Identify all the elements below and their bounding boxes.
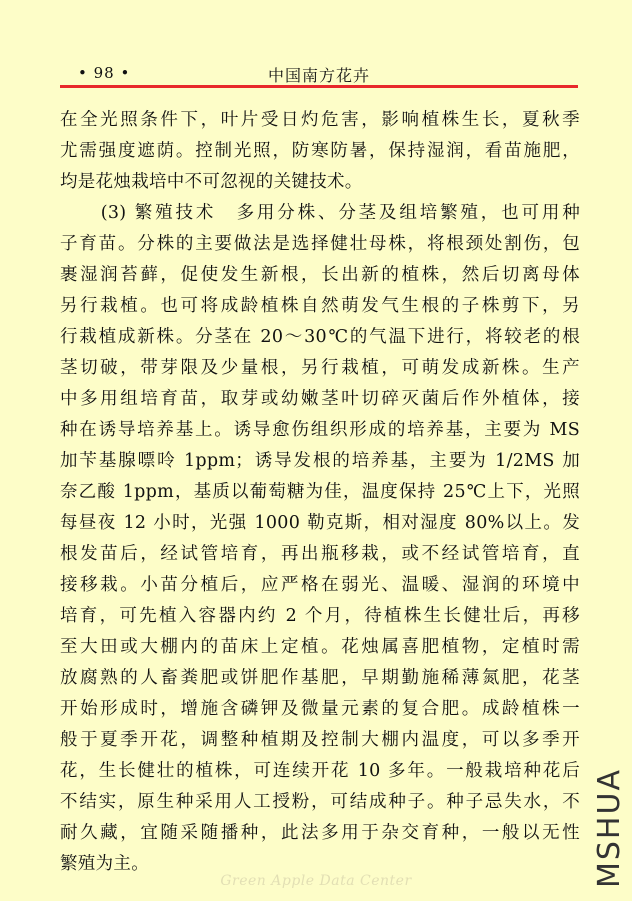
text-line: 至大田或大棚内的苗床上定植。花烛属喜肥植物，定植时需 [60,637,580,657]
side-watermark: MSHUA [592,768,627,888]
text-line: 行栽植成新株。分茎在 20～30℃的气温下进行，将较老的根 [60,327,580,347]
text-line: 般于夏季开花，调整种植期及控制大棚内温度，可以多季开 [60,730,580,750]
text-line: 子育苗。分株的主要做法是选择健壮母株，将根颈处割伤，包 [60,234,580,254]
text-line: 均是花烛栽培中不可忽视的关键技术。 [60,172,363,192]
page-header [60,58,578,86]
watermark-text: Green Apple Data Center [220,873,412,889]
text-line: 不结实，原生种采用人工授粉，可结成种子。种子忌失水，不 [60,792,580,812]
text-line: 放腐熟的人畜粪肥或饼肥作基肥，早期勤施稀薄氮肥，花茎 [60,668,580,688]
text-line: 奈乙酸 1ppm，基质以葡萄糖为佳，温度保持 25℃上下，光照 [60,482,580,502]
text-line: 培育，可先植入容器内约 2 个月，待植株生长健壮后，再移 [60,606,580,626]
text-line: 加苄基腺嘌呤 1ppm；诱导发根的培养基，主要为 1/2MS 加 [60,451,580,471]
text-line: 接移栽。小苗分植后，应严格在弱光、温暖、湿润的环境中 [60,575,580,595]
text-line: 另行栽植。也可将成龄植株自然萌发气生根的子株剪下，另 [60,296,580,316]
text-line: 尤需强度遮荫。控制光照，防寒防暑，保持湿润，看苗施肥， [60,141,580,161]
text-line: 每昼夜 12 小时，光强 1000 勒克斯，相对湿度 80%以上。发 [60,513,580,533]
text-line: 花，生长健壮的植株，可连续开花 10 多年。一般栽培种花后 [60,761,580,781]
body-text [60,105,580,880]
text-line: 裹湿润苔藓，促使发生新根，长出新的植株，然后切离母体 [60,265,580,285]
text-line: (3) 繁殖技术 多用分株、分茎及组培繁殖，也可用种 [60,203,580,223]
text-line: 耐久藏，宜随采随播种，此法多用于杂交育种，一般以无性 [60,823,580,843]
text-line: 根发苗后，经试管培育，再出瓶移栽，或不经试管培育，直 [60,544,580,564]
text-line: 开始形成时，增施含磷钾及微量元素的复合肥。成龄植株一 [60,699,580,719]
text-line: 中多用组培育苗，取芽或幼嫩茎叶切碎灭菌后作外植体，接 [60,389,580,409]
text-line: 茎切破，带芽限及少量根，另行栽植，可萌发成新株。生产 [60,358,580,378]
page-number: • 98 • [78,64,131,82]
header-rule [60,85,578,88]
text-line: 繁殖为主。 [60,854,149,874]
text-line: 种在诱导培养基上。诱导愈伤组织形成的培养基，主要为 MS [60,420,580,440]
running-title: 中国南方花卉 [267,66,370,85]
text-line: 在全光照条件下，叶片受日灼危害，影响植株生长，夏秋季 [60,110,580,130]
